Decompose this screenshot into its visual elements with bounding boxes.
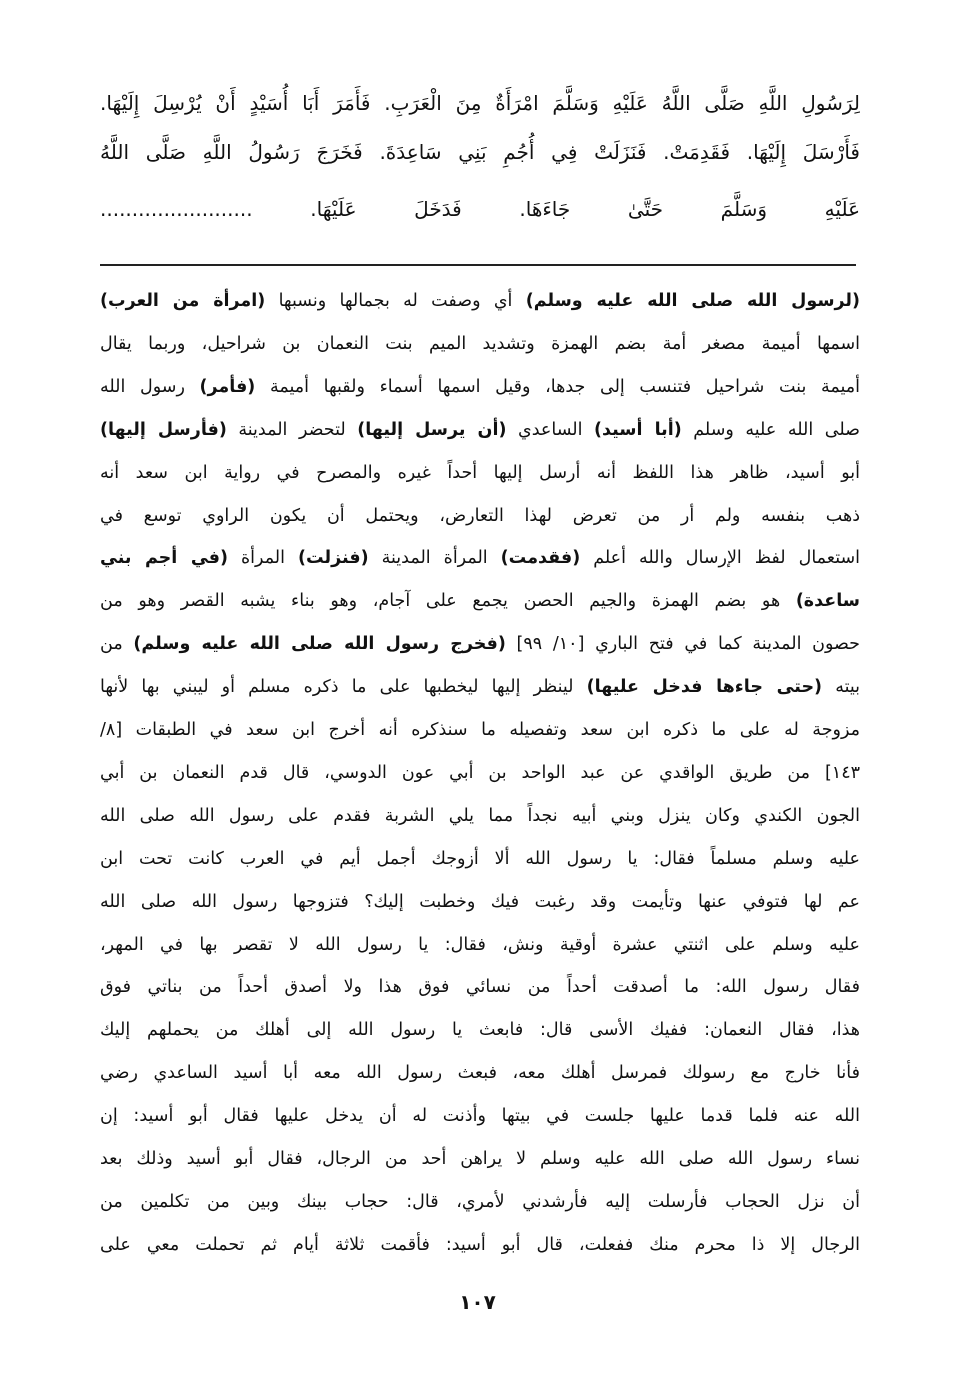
commentary-segment: أميمة بنت شراحيل فتنسب إلى جدها، وقيل اسمها أسماء ولقبها أميمة — [255, 376, 860, 397]
commentary-line — [100, 624, 860, 664]
commentary-line — [100, 1096, 860, 1136]
commentary-segment: الرجال إلا ذا محرم منك ففعلت، قال أبو أسيد: فأقمت ثلاثة أيام ثم تحملت معي على — [100, 1234, 860, 1255]
commentary-segment: صلى الله عليه وسلم — [681, 419, 860, 440]
commentary-line — [100, 796, 860, 836]
quoted-hadith-phrase: (امرأة من العرب) — [100, 291, 266, 311]
commentary-segment: من — [100, 634, 134, 655]
commentary-segment: بيته — [822, 677, 860, 698]
commentary-line — [100, 667, 860, 707]
commentary-segment: نساء رسول الله صلى الله عليه وسلم لا يراهن أحد من الرجال، فقال أبو أسيد وذلك بعد — [100, 1149, 860, 1169]
commentary-segment: هذا، فقال النعمان: ففيك الأسى قال: فابعث يا رسول الله إلى أهلك من يحملهم إليك — [100, 1020, 860, 1041]
commentary-line — [100, 839, 860, 879]
commentary-line — [100, 410, 860, 450]
commentary-segment: المرأة — [228, 548, 299, 569]
hadith-line: لِرَسُولِ اللَّهِ صَلَّى اللَّهُ عَلَيْهِ وَسَلَّمَ امْرَأَةٌ مِنَ الْعَرَبِ. فَأَمَرَ أَبَا أُسَيْدٍ أَنْ يُرْسِلَ إِلَيْهَا. — [100, 91, 860, 115]
quoted-hadith-phrase: (أبا أسيد) — [594, 419, 682, 440]
commentary-segment: الساعدي — [506, 419, 595, 440]
commentary-segment: عم لها فتوفي عنها وتأيمت وقد رغبت فيك وخطبت إليك؟ فتزوجها رسول الله صلى الله — [100, 891, 860, 912]
commentary-line — [100, 324, 860, 364]
commentary-line — [100, 1010, 860, 1050]
commentary-line — [100, 1139, 860, 1179]
commentary-segment: الله عنه فلما قدما عليها جلست في بيتها وأذنت له أن يدخل عليها فقال أبو أسيد: إن — [100, 1106, 860, 1127]
commentary-line — [100, 281, 860, 321]
page-number: ١٠٧ — [459, 1290, 496, 1314]
commentary-line — [100, 1053, 860, 1093]
commentary-segment: لتحضر المدينة — [226, 419, 358, 440]
commentary-line — [100, 581, 860, 621]
commentary-segment: رسول الله — [100, 376, 200, 397]
quoted-hadith-phrase: (فقدمت) — [500, 548, 581, 569]
commentary-line — [100, 925, 860, 965]
commentary-line — [100, 496, 860, 536]
commentary-segment: ١٤٣] من طريق الواقدي عن عبد الواحد بن أبي عون الدوسي، قال قدم النعمان بن أبي — [100, 762, 860, 783]
quoted-hadith-phrase: (فأرسل إليها) — [100, 419, 227, 440]
commentary-segment: فقال رسول الله: ما أصدقت أحداً من نسائي فوق هذا ولا أصدق أحداً من بناتي فوق — [100, 977, 860, 998]
commentary-line — [100, 367, 860, 407]
commentary-segment: حصون المدينة كما في فتح الباري [١٠/ ٩٩] — [505, 634, 860, 655]
commentary-segment: أي وصفت له بجمالها ونسبها — [265, 291, 526, 311]
quoted-hadith-phrase: ساعدة) — [795, 591, 860, 612]
commentary-segment: فأنا خارج مع رسولك فمرسل أهلك معه، فبعث رسول الله معه أبا أسيد الساعدي رضي — [100, 1063, 860, 1084]
commentary-segment: مزوجة له على ما ذكره ابن سعد وتفصيله ما سنذكره أنه أخرج ابن سعد في الطبقات [٨/ — [100, 720, 860, 740]
commentary-line — [100, 710, 860, 750]
commentary-segment: استعمال لفظ الإرسال والله أعلم — [580, 548, 860, 569]
commentary-segment: الجون الكندي وكان ينزل وبني أبيه نجداً مما يلي الشربة فقدم على رسول الله صلى الله — [100, 805, 860, 826]
commentary-segment: هو بضم الهمزة والجيم الحصن يجمع على آجام، وهو بناء يشبه القصر وهو من — [100, 591, 796, 612]
commentary-segment: عليه وسلم على اثنتي عشرة أوقية ونش، فقال: يا رسول الله لا تقصر بها في المهر، — [100, 934, 860, 955]
commentary-line — [100, 453, 860, 493]
quoted-hadith-phrase: (أن يرسل إليها) — [357, 419, 507, 440]
commentary-line — [100, 753, 860, 793]
hadith-line: عَلَيْهِ وَسَلَّمَ حَتَّىٰ جَاءَهَا. فَدَخَلَ عَلَيْهَا. ........................ — [100, 197, 860, 221]
commentary-segment: المرأة المدينة — [368, 548, 501, 569]
commentary-segment: لينظر إليها ليخطبها على ما ذكره مسلم أو ليبني بها لأنها — [100, 677, 587, 698]
commentary-line — [100, 967, 860, 1007]
commentary-segment: عليه وسلم مسلماً فقال: يا رسول الله ألا أزوجك أجمل أيم في العرب كانت تحت ابن — [100, 848, 860, 869]
footnote-divider — [100, 264, 856, 266]
quoted-hadith-phrase: (حتى جاءها فدخل عليها) — [586, 677, 823, 698]
hadith-line: فَأَرْسَلَ إِلَيْهَا. فَقَدِمَتْ. فَنَزَلَتْ فِي أُجُمِ بَنِي سَاعِدَةَ. فَخَرَجَ رَسُولُ اللَّهِ صَلَّى اللَّهُ — [100, 140, 860, 164]
commentary-line — [100, 1225, 860, 1265]
commentary-line — [100, 1182, 860, 1222]
commentary-segment: أن نزل الحجاب فأرسلت إليه فأرشدني لأمري، قال: حجاب بينك وبين من تكلمين من — [100, 1191, 860, 1212]
commentary-line — [100, 882, 860, 922]
commentary-line — [100, 538, 860, 578]
commentary-segment: أبو أسيد، ظاهر هذا اللفظ أنه أرسل إليها أحداً غيره والمصرح في رواية ابن سعد أنه — [100, 462, 860, 483]
commentary-segment: ذهب بنفسه ولم أر من تعرض لهذا التعارض، ويحتمل أن يكون الراوي توسع في — [100, 505, 860, 526]
commentary-segment: اسمها أميمة مصغر أمة بضم الهمزة وتشديد الميم بنت النعمان بن شراحيل، وربما يقال — [100, 333, 860, 354]
quoted-hadith-phrase: (فأمر) — [199, 376, 256, 397]
quoted-hadith-phrase: (فنزلت) — [298, 548, 369, 569]
quoted-hadith-phrase: (في أجم بني — [100, 548, 228, 569]
quoted-hadith-phrase: (لرسول الله صلى الله عليه وسلم) — [525, 291, 860, 311]
quoted-hadith-phrase: (فخرج رسول الله صلى الله عليه وسلم) — [133, 634, 506, 655]
